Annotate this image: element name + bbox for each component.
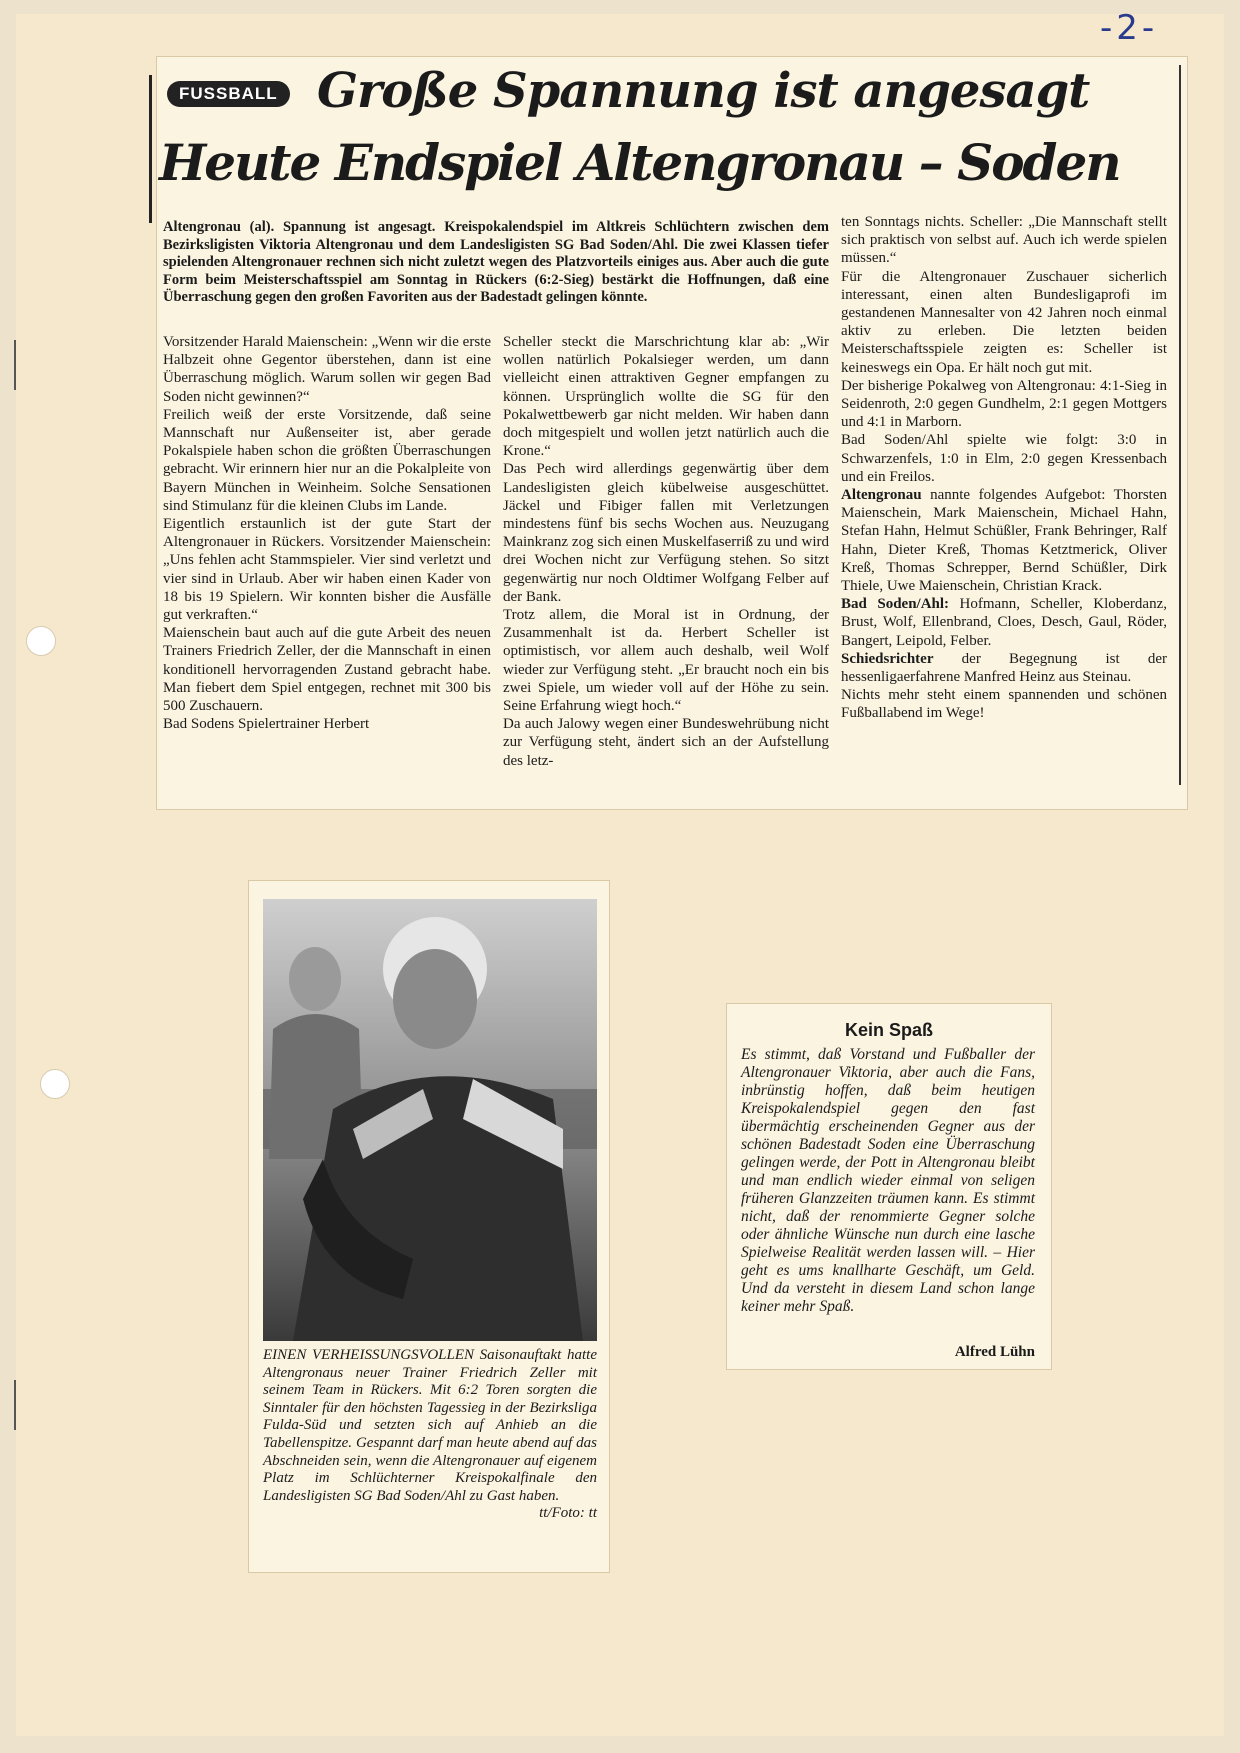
referee-label: Schiedsrichter	[841, 650, 934, 667]
paragraph: Trotz allem, die Moral ist in Ordnung, der Zusammenhalt ist da. Herbert Scheller ist optimistisch, vor allem auch deshalb, weil Wolf wieder zur Verfügung steht. „Er braucht noch ein bis zwei Spiele, um wieder voll auf der Höhe zu sein. Seine Erfahrung wiegt hoch.“	[503, 607, 829, 715]
lineup-text: nannte folgendes Aufgebot: Thorsten Maienschein, Mark Maienschein, Michael Hahn, Stefan Hahn, Helmut Schüßler, Frank Behringer, Ralf Hahn, Dieter Kreß, Thomas Ketztmerick, Oliver Kreß, Thomas Schrepper, Bernd Schüßler, Dirk Thiele, Uwe Maienschein, Christian Krack.	[841, 487, 1167, 595]
comment-title: Kein Spaß	[844, 1020, 933, 1040]
paragraph: Der bisherige Pokalweg von Altengronau: 4:1-Sieg in Seidenroth, 2:0 gegen Gundhelm, 2:1 gegen Mottgers und 4:1 in Marborn.	[841, 377, 1167, 431]
rubric-badge: FUSSBALL	[167, 81, 290, 107]
punch-hole-top	[26, 626, 56, 656]
referee-text: der Begegnung ist der hessenligaerfahrene Manfred Heinz aus Steinau.	[841, 650, 1167, 686]
page-number: -2-	[1100, 8, 1159, 48]
paragraph	[841, 650, 1167, 686]
paragraph: Freilich weiß der erste Vorsitzende, daß seine Mannschaft nur Außenseiter ist, aber gerade Pokalspiele haben schon die größten Überraschungen gebracht. Wir erinnern hier nur an die Pokalpleite von Bayern München in Weinheim. Solche Sensationen sind Stimulanz für die kleinen Clubs im Lande.	[163, 406, 491, 514]
comment-author: Alfred Lühn	[954, 1344, 1035, 1360]
lineup-label: Bad Soden/Ahl:	[841, 596, 950, 613]
paragraph	[841, 486, 1167, 595]
punch-hole-bottom	[40, 1069, 70, 1099]
article-clipping	[156, 56, 1188, 810]
binder-mark-top	[14, 340, 16, 390]
comment-clipping	[726, 1003, 1052, 1370]
article-column-3	[841, 213, 1167, 723]
article-lead: Altengronau (al). Spannung ist angesagt. Kreispokalendspiel im Altkreis Schlüchtern zwischen dem Bezirksligisten Viktoria Altengronau und dem Landesligisten SG Bad Soden/Ahl. Die zwei Klassen tiefer spielenden Altengronauer rechnen sich nicht zuletzt wegen des Platzvorteils einiges aus. Aber auch die gute Form beim Meisterschaftsspiel am Sonntag in Rückers (6:2-Sieg) bestärkt die Hoffnungen, daß eine Überraschung gegen den großen Favoriten aus der Badestadt gelingen könnte.	[163, 219, 829, 305]
paragraph: Scheller steckt die Marschrichtung klar ab: „Wir wollen natürlich Pokalsieger werden, um dann vielleicht einen attraktiven Gegner empfangen zu können. Ursprünglich wollte die SG für den Pokalwettbewerb gar nicht melden. Wir haben dann doch mitgespielt und wollen jetzt natürlich auch die Krone.“	[503, 334, 829, 460]
paragraph: Da auch Jalowy wegen einer Bundeswehrübung nicht zur Verfügung steht, ändert sich an der Aufstellung des letz-	[503, 716, 829, 769]
headline-sub: Heute Endspiel Altengronau – Soden	[159, 133, 1120, 192]
paragraph: ten Sonntags nichts. Scheller: „Die Mannschaft stellt sich praktisch von selbst auf. Auch ich werde spielen müssen.“	[841, 214, 1167, 267]
paragraph: Das Pech wird allerdings gegenwärtig über dem Landesligisten gleich kübelweise ausgeschüttet. Jäckel und Fibiger fallen mit Verletzungen mindestens fünf bis sechs Wochen aus. Neuzugang Mainkranz zog sich einen Muskelfaserriß zu und wird drei Wochen nicht zur Verfügung stehen. So sitzt gegenwärtig nur noch Oldtimer Wolfgang Felber auf der Bank.	[503, 461, 829, 605]
person-background-head	[289, 947, 341, 1011]
paragraph: Bad Soden/Ahl spielte wie folgt: 3:0 in Schwarzenfels, 1:0 in Elm, 2:0 gegen Kressenbach und ein Freilos.	[841, 432, 1167, 485]
caption-text: EINEN VERHEISSUNGSVOLLEN Saisonauftakt hatte Altengronaus neuer Trainer Friedrich Zeller mit seinem Team in Rückers. Mit 6:2 Toren sorgten die Sinntaler für den höchsten Tagessieg in der Bezirksliga Fulda-Süd und setzten sich auf Anhieb an die Tabellenspitze. Gespannt darf man heute abend auf das Abschneiden sein, wenn die Altengronauer auf eigenem Platz im Schlüchterner Kreispokalfinale den Landesligisten SG Bad Soden/Ahl zu Gast haben.	[263, 1347, 597, 1504]
paragraph: Bad Sodens Spielertrainer Herbert	[163, 716, 370, 733]
paragraph: Für die Altengronauer Zuschauer sicherlich interessant, einen alten Bundesligaprofi im gestandenen Mannesalter von 42 Jahren noch einmal aktiv zu erleben. Die letzten beiden Meisterschaftsspiele zeigten es: Scheller ist keineswegs ein Opa. Er hält noch gut mit.	[841, 268, 1167, 376]
headline-main: Große Spannung ist angesagt	[317, 63, 1090, 119]
photo-caption	[263, 1347, 597, 1523]
paragraph: Maienschein baut auch auf die gute Arbeit des neuen Trainers Friedrich Zeller, der die Mannschaft in einen konditionell hervorragenden Zustand gebracht habe. Man fiebert dem Spiel entgegen, rechnet mit 300 bis 500 Zuschauern.	[163, 625, 491, 715]
article-column-2	[503, 333, 829, 770]
right-rule	[1179, 65, 1181, 785]
left-rule	[149, 75, 152, 223]
paragraph: Vorsitzender Harald Maienschein: „Wenn wir die erste Halbzeit ohne Gegentor überstehen, dann ist eine Überraschung möglich. Warum sollen wir gegen Bad Soden nicht gewinnen?“	[163, 334, 491, 405]
photo-credit: tt/Foto: tt	[539, 1505, 597, 1522]
lineup-text: Hofmann, Scheller, Kloberdanz, Brust, Wolf, Ellenbrand, Cloes, Desch, Gaul, Röder, Bangert, Leipold, Felber.	[841, 596, 1167, 649]
paragraph	[841, 595, 1167, 650]
comment-body: Es stimmt, daß Vorstand und Fußballer der Altengronauer Viktoria, aber auch die Fans, inbrünstig hoffen, daß beim heutigen Kreispokalendspiel gegen den fast übermächtig erscheinenden Gegner aus der schönen Badestadt Soden eine Überraschung gelingen werde, der Pott in Altengronau bleibt und man endlich wieder einmal von seligen früheren Glanzzeiten träumen kann. Es stimmt nicht, daß der renommierte Gegner solche oder ähnliche Wünsche nun durch eine lasche Spielweise Realität werden lassen will. – Hier geht es ums knallharte Geschäft, um Geld. Und da versteht in diesem Land schon lange keiner mehr Spaß.	[741, 1046, 1035, 1315]
article-column-1	[163, 333, 491, 733]
photo-clipping	[248, 880, 610, 1573]
coach-face	[393, 949, 477, 1049]
paragraph: Eigentlich erstaunlich ist der gute Start der Altengronauer in Rückers. Vorsitzender Maienschein: „Uns fehlen acht Stammspieler. Vier sind verletzt und vier sind in Urlaub. Aber wir haben einen Kader von 18 bis 19 Spielern. Wir konnten bisher die Ausfälle gut verkraften.“	[163, 516, 491, 624]
paragraph: Nichts mehr steht einem spannenden und schönen Fußballabend im Wege!	[841, 687, 1167, 722]
coach-photo	[263, 899, 597, 1341]
binder-mark-bottom	[14, 1380, 16, 1430]
lineup-label: Altengronau	[841, 487, 922, 504]
